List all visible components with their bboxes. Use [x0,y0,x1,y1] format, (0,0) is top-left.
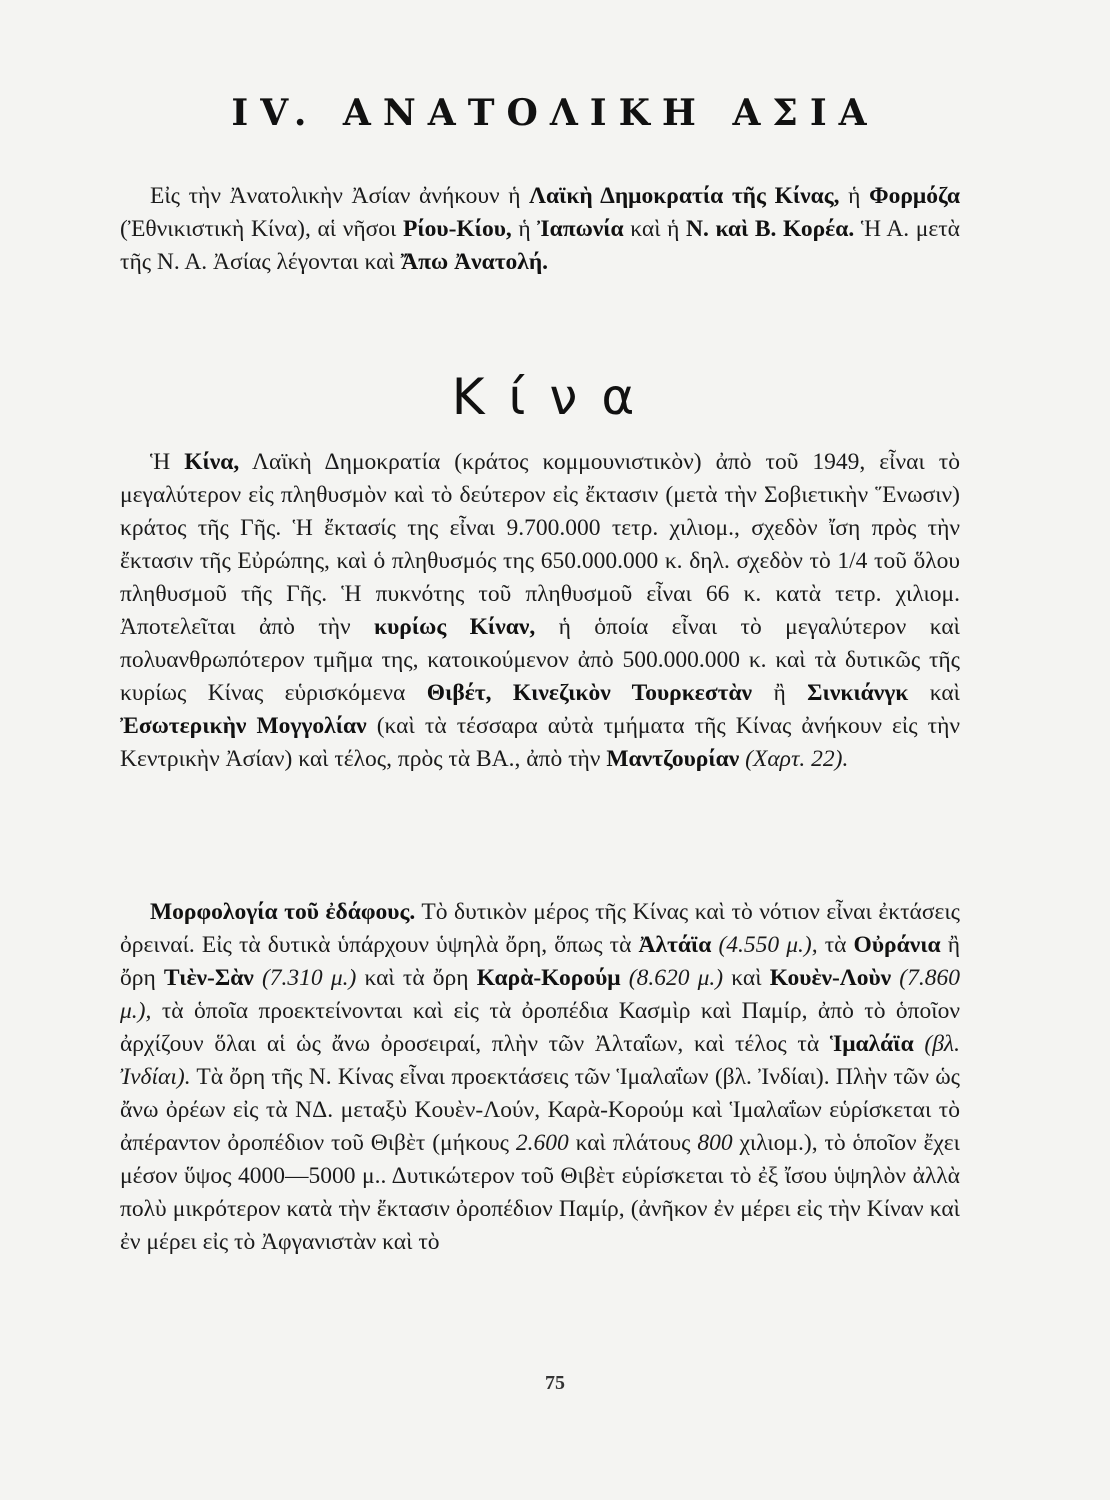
china-text: Ἡ [150,449,185,475]
intro-bold: Ρίου-Κίου, [402,216,512,242]
china-bold: Μαντζουρίαν [606,746,740,772]
morphology-bold: Οὐράνια [853,932,941,958]
morphology-bold: Ἀλτάϊα [638,932,712,958]
morphology-italic: (7.310 μ.) [253,965,357,991]
intro-bold: Φορμόζα [869,183,960,209]
page-number: 75 [545,1372,565,1394]
morphology-text: τὰ ὁποῖα προεκτείνονται καὶ εἰς τὰ ὀροπέδια Κασμὶρ καὶ Παμίρ, ἀπὸ τὸ ὁποῖον ἀρχίζουν ὅλαι αἱ ὡς ἄνω ὀροσειραί, πλὴν τῶν Ἀλταΐων, καὶ τέλος τὰ [120,998,960,1057]
china-bold: κυρίως Κίναν, [374,614,536,640]
morphology-text: ἢ ὄρη [120,932,960,991]
morphology-italic: 800 [697,1130,733,1156]
morphology-italic: (7.860 μ.), [120,965,960,1024]
intro-text: ἡ [839,183,870,209]
china-bold: Σινκιάνγκ [807,680,909,706]
intro-bold: Λαϊκὴ Δημοκρατία τῆς Κίνας, [529,183,840,209]
morphology-italic: (4.550 μ.), [711,932,818,958]
intro-bold: Ἰαπωνία [537,216,624,242]
china-text: ἡ ὁποία εἶναι τὸ μεγαλύτερον καὶ πολυανθρωπότερον τμῆμα της, κατοικούμενον ἀπὸ 500.000.000 κ. καὶ τὰ δυτικῶς τῆς κυρίως Κίνας εὑρισκόμενα [120,614,960,706]
morphology-bold: Κουὲν-Λοὺν [769,965,892,991]
morphology-bold: Καρὰ-Κορούμ [476,965,621,991]
intro-text: ἡ [511,216,538,242]
morphology-text: Τὸ δυτικὸν μέρος τῆς Κίνας καὶ τὸ νότιον εἶναι ἐκτάσεις ὀρειναί. Εἰς τὰ δυτικὰ ὑπάρχουν ὑψηλὰ ὄρη, ὅπως τὰ [120,899,960,958]
china-text: (καὶ τὰ τέσσαρα αὐτὰ τμήματα τῆς Κίνας ἀνήκουν εἰς τὴν Κεντρικὴν Ἀσίαν) καὶ τέλος, πρὸς τὰ ΒΑ., ἀπὸ τὴν [120,713,960,772]
morphology-text: καὶ πλάτους [568,1130,698,1156]
chapter-title: IV. ΑΝΑΤΟΛΙΚΗ ΑΣΙΑ [231,92,879,134]
morphology-text: χιλιομ.), τὸ ὁποῖον ἔχει μέσον ὕψος 4000—5000 μ.. Δυτικώτερον τοῦ Θιβὲτ εὑρίσκεται τὸ ἐξ ἴσου ὑψηλὸν ἀλλὰ πολὺ μικρότερον κατὰ τὴν ἔκτασιν ὀροπέδιον Παμίρ, (ἀνῆκον ἐν μέρει εἰς τὴν Κίναν καὶ ἐν μέρει εἰς τὸ Ἀφγανιστὰν καὶ τὸ [120,1130,960,1255]
china-bold: Ἐσωτερικὴν Μογγολίαν [120,713,367,739]
morphology-heading: Μορφολογία τοῦ ἐδάφους. [150,899,416,925]
intro-bold: Ν. καὶ Β. Κορέα. [686,216,855,242]
morphology-text: τὰ [817,932,854,958]
section-title: Κίνα [451,368,659,426]
china-bold: Θιβέτ, Κινεζικὸν Τουρκεστὰν [426,680,753,706]
intro-paragraph [120,180,960,279]
morphology-text: Τὰ ὄρη τῆς Ν. Κίνας εἶναι προεκτάσεις τῶν Ἱμαλαΐων (βλ. Ἰνδίαι). Πλὴν τῶν ὡς ἄνω ὀρέων εἰς τὰ ΝΔ. μεταξὺ Κουὲν-Λούν, Καρὰ-Κορούμ καὶ Ἱμαλαΐων εὑρίσκεται τὸ ἀπέραντον ὀροπέδιον τοῦ Θιβὲτ (μήκους [120,1064,960,1156]
morphology-text: καὶ [723,965,770,991]
intro-text: (Ἐθνικιστικὴ Κίνα), αἱ νῆσοι [120,216,403,242]
morphology-italic: (8.620 μ.) [620,965,724,991]
intro-text: Εἰς τὴν Ἀνατολικὴν Ἀσίαν ἀνήκουν ἡ [150,183,530,209]
morphology-bold: Τιὲν-Σὰν [163,965,254,991]
morphology-bold: Ἱμαλάϊα [829,1031,914,1057]
china-text: καὶ [908,680,960,706]
china-paragraph [120,446,960,776]
china-italic: (Χαρτ. 22). [739,746,849,772]
morphology-italic: (βλ. Ἰνδίαι). [120,1031,960,1090]
china-bold: Κίνα, [184,449,240,475]
china-text: ἢ [752,680,808,706]
intro-text: καὶ ἡ [623,216,687,242]
morphology-text: καὶ τὰ ὄρη [356,965,477,991]
morphology-paragraph [120,896,960,1259]
morphology-italic: 2.600 [515,1130,569,1156]
intro-bold: Ἄπω Ἀνατολή. [400,249,549,275]
china-text: Λαϊκὴ Δημοκρατία (κράτος κομμουνιστικὸν) ἀπὸ τοῦ 1949, εἶναι τὸ μεγαλύτερον εἰς πληθυσμὸν καὶ τὸ δεύτερον εἰς ἔκτασιν (μετὰ τὴν Σοβιετικὴν Ἕνωσιν) κράτος τῆς Γῆς. Ἡ ἔκτασίς της εἶναι 9.700.000 τετρ. χιλιομ., σχεδὸν ἴση πρὸς τὴν ἔκτασιν τῆς Εὐρώπης, καὶ ὁ πληθυσμός της 650.000.000 κ. δηλ. σχεδὸν τὸ 1/4 τοῦ ὅλου πληθυσμοῦ τῆς Γῆς. Ἡ πυκνότης τοῦ πληθυσμοῦ εἶναι 66 κ. κατὰ τετρ. χιλιομ. Ἀποτελεῖται ἀπὸ τὴν [120,449,960,640]
intro-text: Ἡ Α. μετὰ τῆς Ν. Α. Ἀσίας λέγονται καὶ [120,216,960,275]
